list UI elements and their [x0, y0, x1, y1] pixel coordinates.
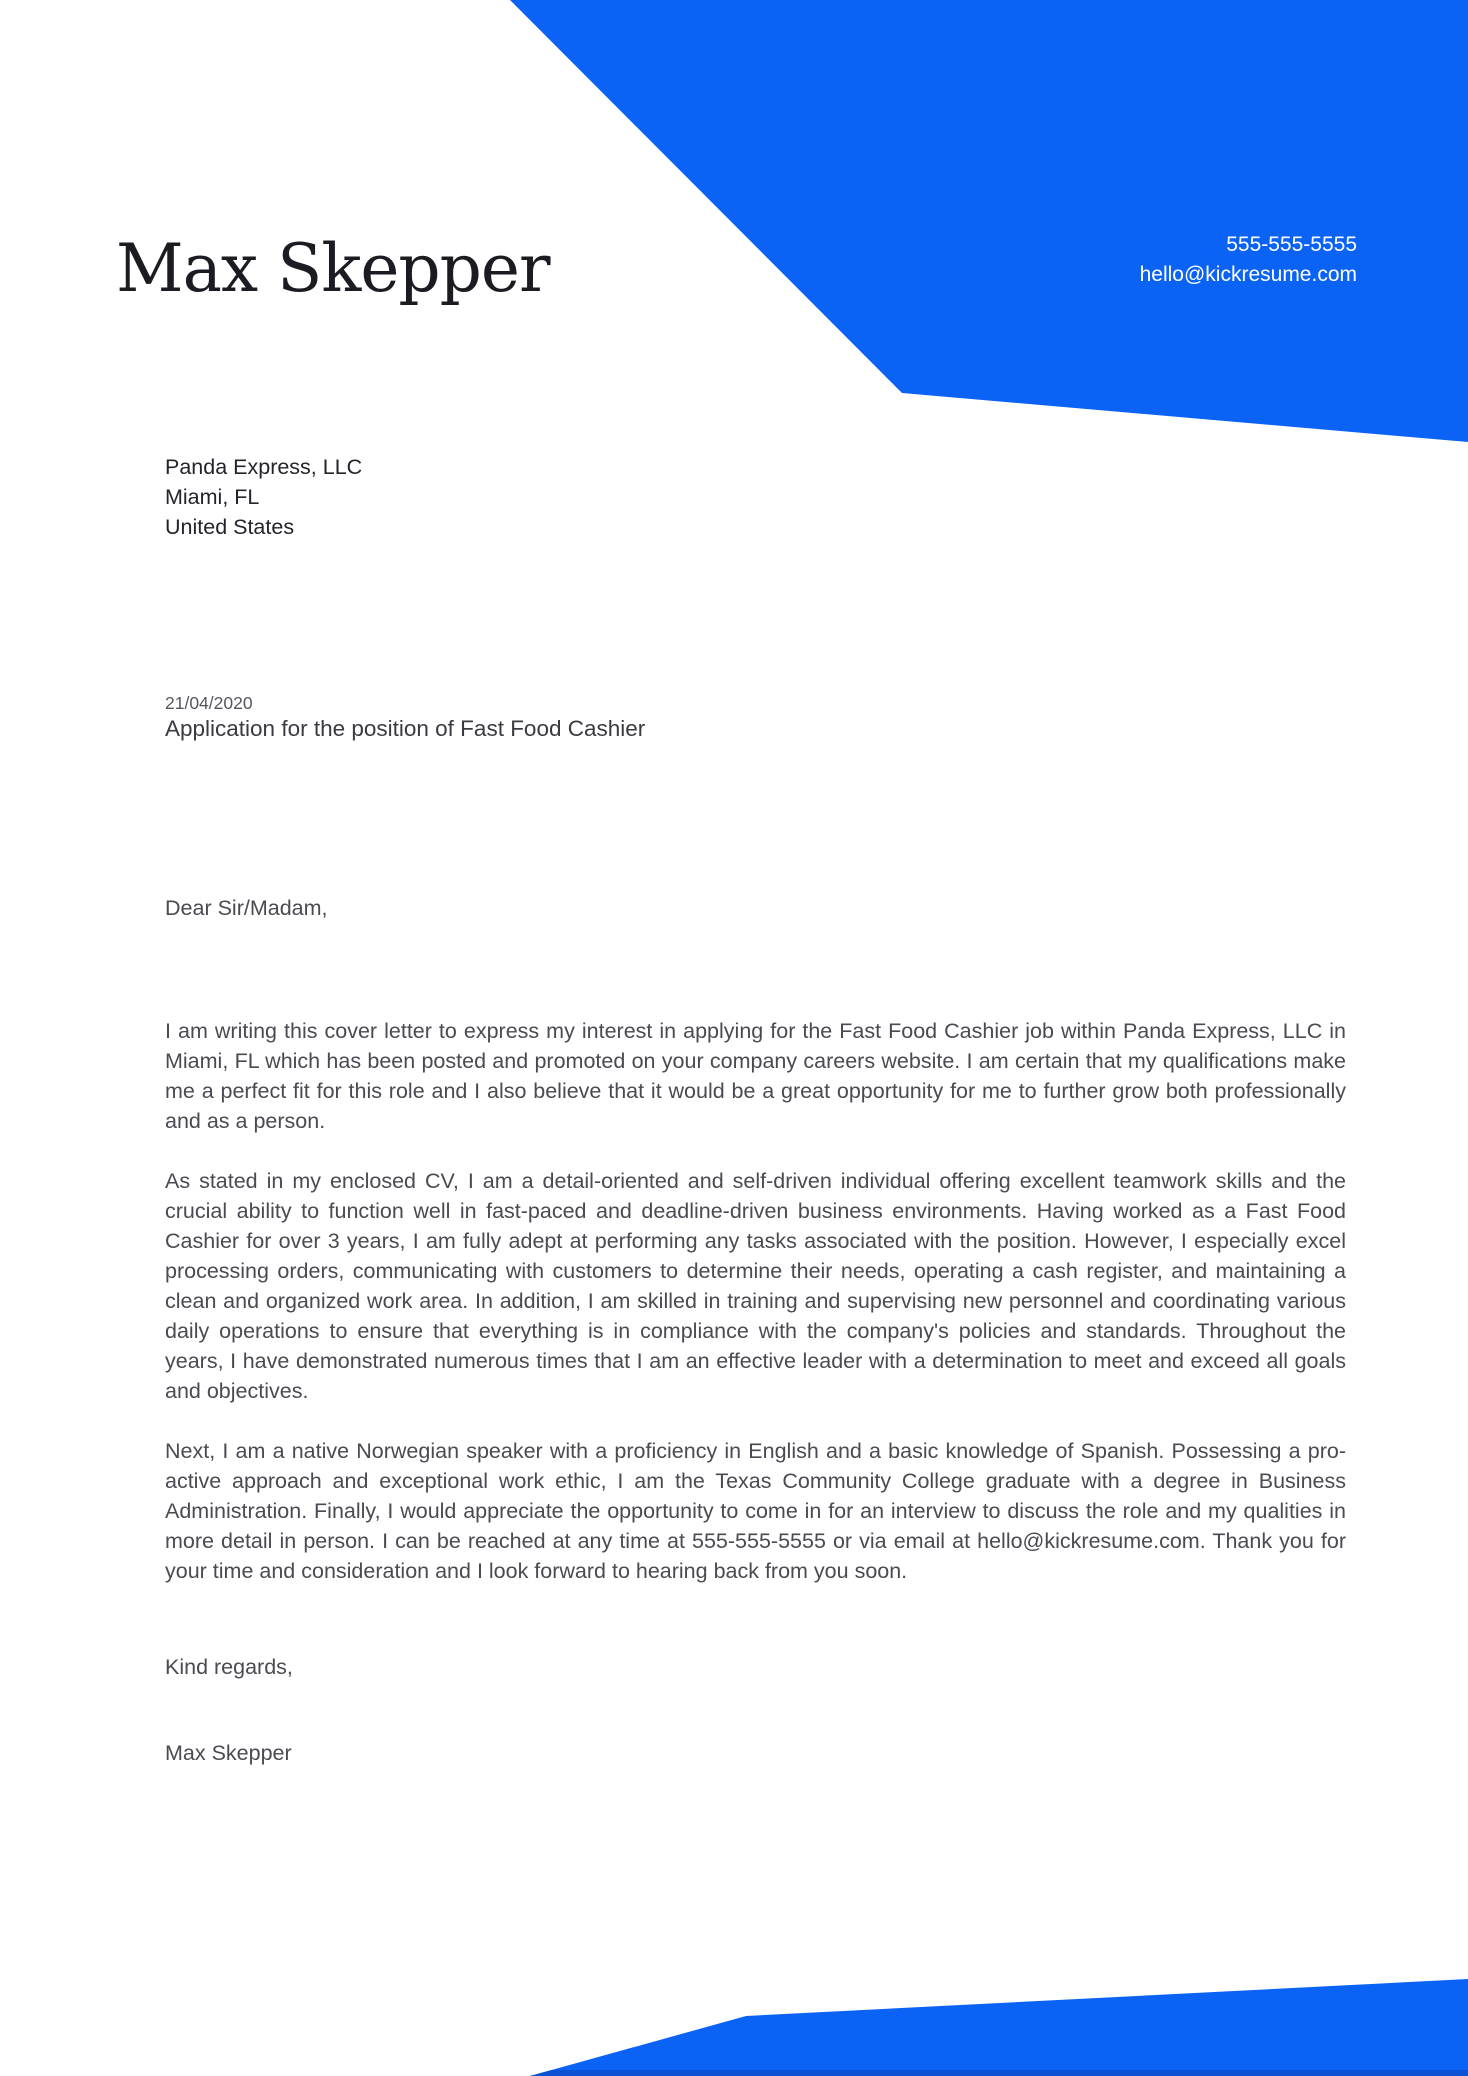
body-paragraph-3: Next, I am a native Norwegian speaker with a proficiency in English and a basic knowledge of Spanish. Possessing a pro-active approach and exceptional work ethic, I am the Texas Community College graduate with a degree in Business Administration. Finally, I would appreciate the opportunity to come in for an interview to discuss the role and my qualities in more detail in person. I can be reached at any time at 555-555-5555 or via email at hello@kickresume.com. Thank you for your time and consideration and I look forward to hearing back from you soon.: [165, 1439, 1346, 1583]
recipient-address: [165, 452, 362, 542]
contact-email: hello@kickresume.com: [1139, 263, 1357, 286]
letter-body: [165, 1016, 1346, 1616]
bottom-accent-polygon: [530, 1979, 1468, 2076]
bottom-dark-strip: [530, 2070, 1468, 2076]
contact-phone: 555-555-5555: [1226, 233, 1357, 256]
body-paragraph-1: I am writing this cover letter to express my interest in applying for the Fast Food Cashier job within Panda Express, LLC in Miami, FL which has been posted and promoted on your company careers website. I am certain that my qualifications make me a perfect fit for this role and I also believe that it would be a great opportunity for me to further grow both professionally and as a person.: [165, 1019, 1346, 1133]
recipient-country: United States: [165, 515, 295, 539]
recipient-company: Panda Express, LLC: [165, 455, 363, 479]
top-accent-polygon: [510, 0, 1468, 442]
closing: Kind regards,: [165, 1655, 293, 1679]
bottom-accent-shape: [0, 1970, 1468, 2076]
salutation: Dear Sir/Madam,: [165, 896, 328, 920]
applicant-name: Max Skepper: [116, 230, 550, 307]
letter-date: 21/04/2020: [165, 693, 253, 713]
letter-subject: Application for the position of Fast Food Cashier: [165, 716, 646, 741]
body-paragraph-2: As stated in my enclosed CV, I am a detail-oriented and self-driven individual offering excellent teamwork skills and the crucial ability to function well in fast-paced and deadline-driven business environments. Having worked as a Fast Food Cashier for over 3 years, I am fully adept at performing any tasks associated with the position. However, I especially excel processing orders, communicating with customers to determine their needs, operating a cash register, and maintaining a clean and organized work area. In addition, I am skilled in training and supervising new personnel and coordinating various daily operations to ensure that everything is in compliance with the company's policies and standards. Throughout the years, I have demonstrated numerous times that I am an effective leader with a determination to meet and exceed all goals and objectives.: [165, 1169, 1346, 1403]
top-accent-shape: [0, 0, 1468, 450]
contact-block: [1140, 230, 1357, 290]
signature-name: Max Skepper: [165, 1741, 292, 1765]
recipient-city: Miami, FL: [165, 485, 260, 509]
